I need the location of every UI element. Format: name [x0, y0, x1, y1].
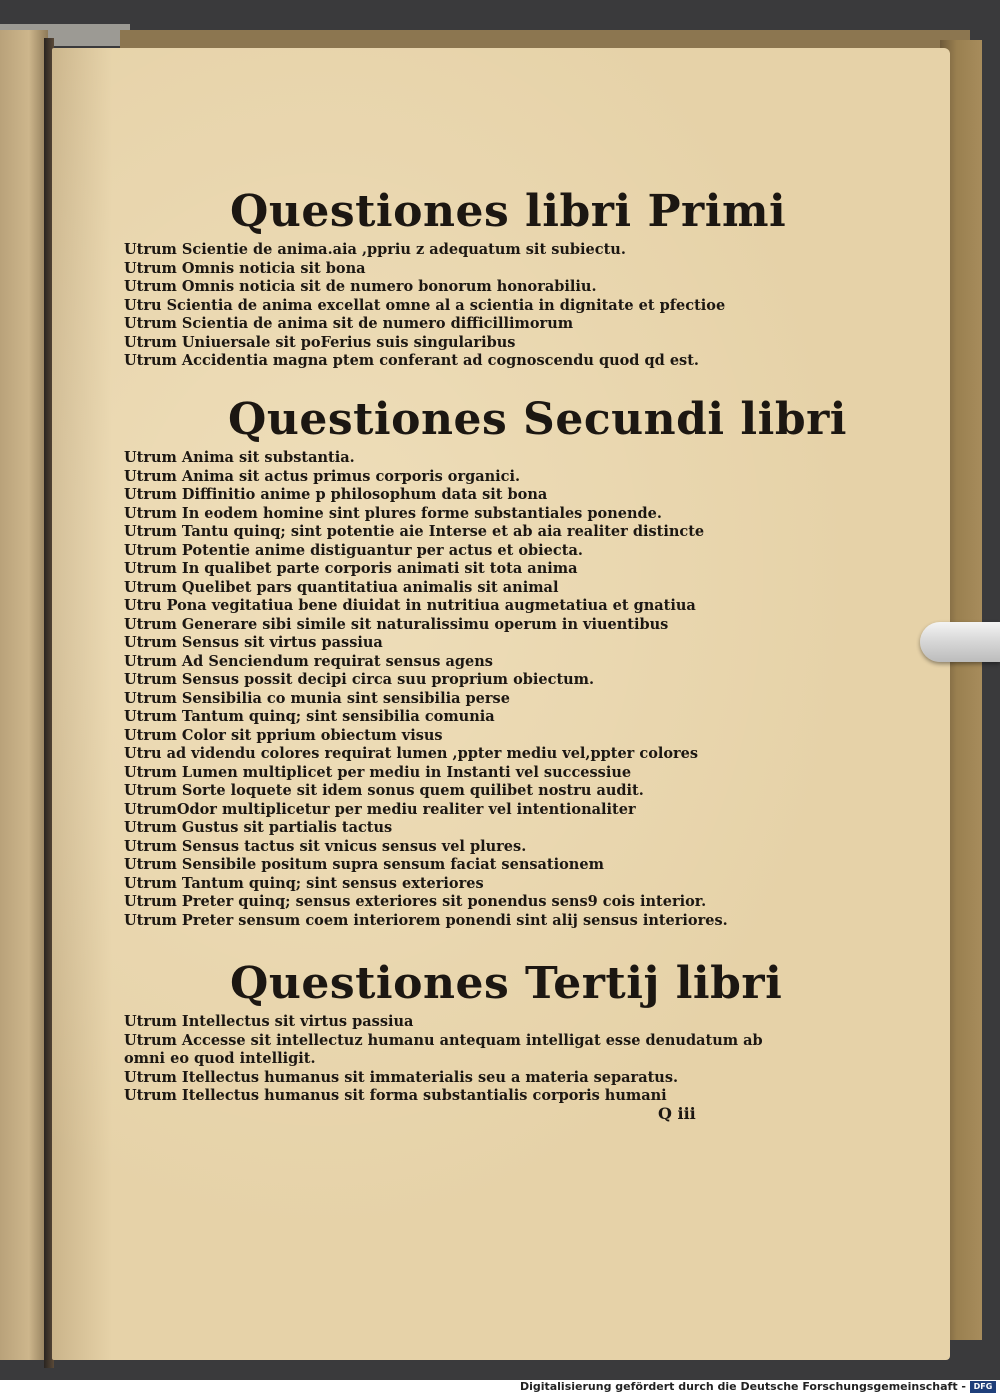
question-line: Utrum Anima sit substantia.: [124, 449, 355, 466]
question-line: Utrum Itellectus humanus sit forma substantialis corporis humani: [124, 1087, 667, 1104]
question-line: Utrum Gustus sit partialis tactus: [124, 819, 393, 836]
question-line: Utrum Sensibilia co munia sint sensibilia perse: [124, 689, 510, 707]
question-line: omni eo quod intelligit.: [124, 1050, 316, 1067]
question-line: Utrum In qualibet parte corporis animati sit tota anima: [124, 560, 578, 577]
question-line: Utrum Sensus sit virtus passiua: [124, 634, 383, 651]
question-line: Utrum Sensus possit decipi circa suu proprium obiectum.: [124, 671, 595, 688]
heading-book-three: Questiones Tertij libri: [230, 958, 783, 1009]
question-line: Utrum Intellectus sit virtus passiua: [124, 1013, 414, 1030]
question-line: Utrum Color sit pprium obiectum visus: [124, 726, 443, 744]
questions-book-one: [124, 241, 725, 371]
question-line: Utrum Scientia de anima sit de numero difficillimorum: [124, 315, 574, 332]
question-line: UtrumOdor multiplicetur per mediu realiter vel intentionaliter: [124, 800, 636, 818]
question-line: Utrum Omnis noticia sit bona: [124, 259, 366, 277]
question-line: Utrum Sorte loquete sit idem sonus quem quilibet nostru audit.: [124, 782, 644, 799]
heading-book-one: Questiones libri Primi: [230, 186, 787, 237]
dfg-logo-icon: DFG: [970, 1381, 996, 1393]
question-line: Utrum Ad Senciendum requirat sensus agens: [124, 652, 493, 670]
question-line: Utrum Lumen multiplicet per mediu in Instanti vel successiue: [124, 763, 632, 781]
question-line: Utrum Tantum quinq; sint sensus exteriores: [124, 874, 484, 892]
question-line: Utrum Generare sibi simile sit naturalissimu operum in viuentibus: [124, 615, 669, 633]
page-holder-clip: [920, 622, 1000, 662]
question-line: Utrum Tantum quinq; sint sensibilia comunia: [124, 708, 495, 725]
question-line: Utrum Tantu quinq; sint potentie aie Interse et ab aia realiter distincte: [124, 523, 705, 540]
questions-book-three: [124, 1013, 763, 1106]
heading-book-two: Questiones Secundi libri: [228, 394, 847, 445]
question-line: Utru ad videndu colores requirat lumen ,ppter mediu vel,ppter colores: [124, 745, 699, 762]
question-line: Utrum Preter sensum coem interiorem ponendi sint alij sensus interiores.: [124, 911, 728, 929]
questions-book-two: [124, 449, 728, 930]
question-line: Utrum Scientie de anima.aia ,ppriu z adequatum sit subiectu.: [124, 241, 626, 258]
left-page-edge: [0, 30, 48, 1360]
question-line: Utru Pona vegitatiua bene diuidat in nutritiua augmetatiua et gnatiua: [124, 597, 696, 614]
signature-mark: Q iii: [658, 1104, 696, 1123]
question-line: Utrum Accesse sit intellectuz humanu antequam intelligat esse denudatum ab: [124, 1031, 763, 1049]
question-line: Utrum Omnis noticia sit de numero bonorum honorabiliu.: [124, 278, 597, 295]
question-line: Utrum Itellectus humanus sit immaterialis seu a materia separatus.: [124, 1068, 679, 1086]
question-line: Utrum Anima sit actus primus corporis organici.: [124, 467, 521, 485]
question-line: Utrum Sensus tactus sit vnicus sensus vel plures.: [124, 837, 527, 855]
question-line: Utrum Quelibet pars quantitatiua animalis sit animal: [124, 578, 559, 596]
question-line: Utrum Uniuersale sit poFerius suis singularibus: [124, 333, 516, 351]
question-line: Utrum Preter quinq; sensus exteriores sit ponendus sens9 cois interior.: [124, 893, 707, 910]
question-line: Utrum Diffinitio anime p philosophum data sit bona: [124, 486, 548, 503]
question-line: Utrum In eodem homine sint plures forme substantiales ponende.: [124, 504, 662, 522]
footer-credit: Digitalisierung gefördert durch die Deutsche Forschungsgemeinschaft -: [519, 1380, 966, 1393]
question-line: Utru Scientia de anima excellat omne al a scientia in dignitate et pfectioe: [124, 296, 726, 314]
question-line: Utrum Sensibile positum supra sensum faciat sensationem: [124, 856, 604, 873]
question-line: Utrum Potentie anime distiguantur per actus et obiecta.: [124, 541, 583, 559]
question-line: Utrum Accidentia magna ptem conferant ad cognoscendu quod qd est.: [124, 352, 699, 369]
